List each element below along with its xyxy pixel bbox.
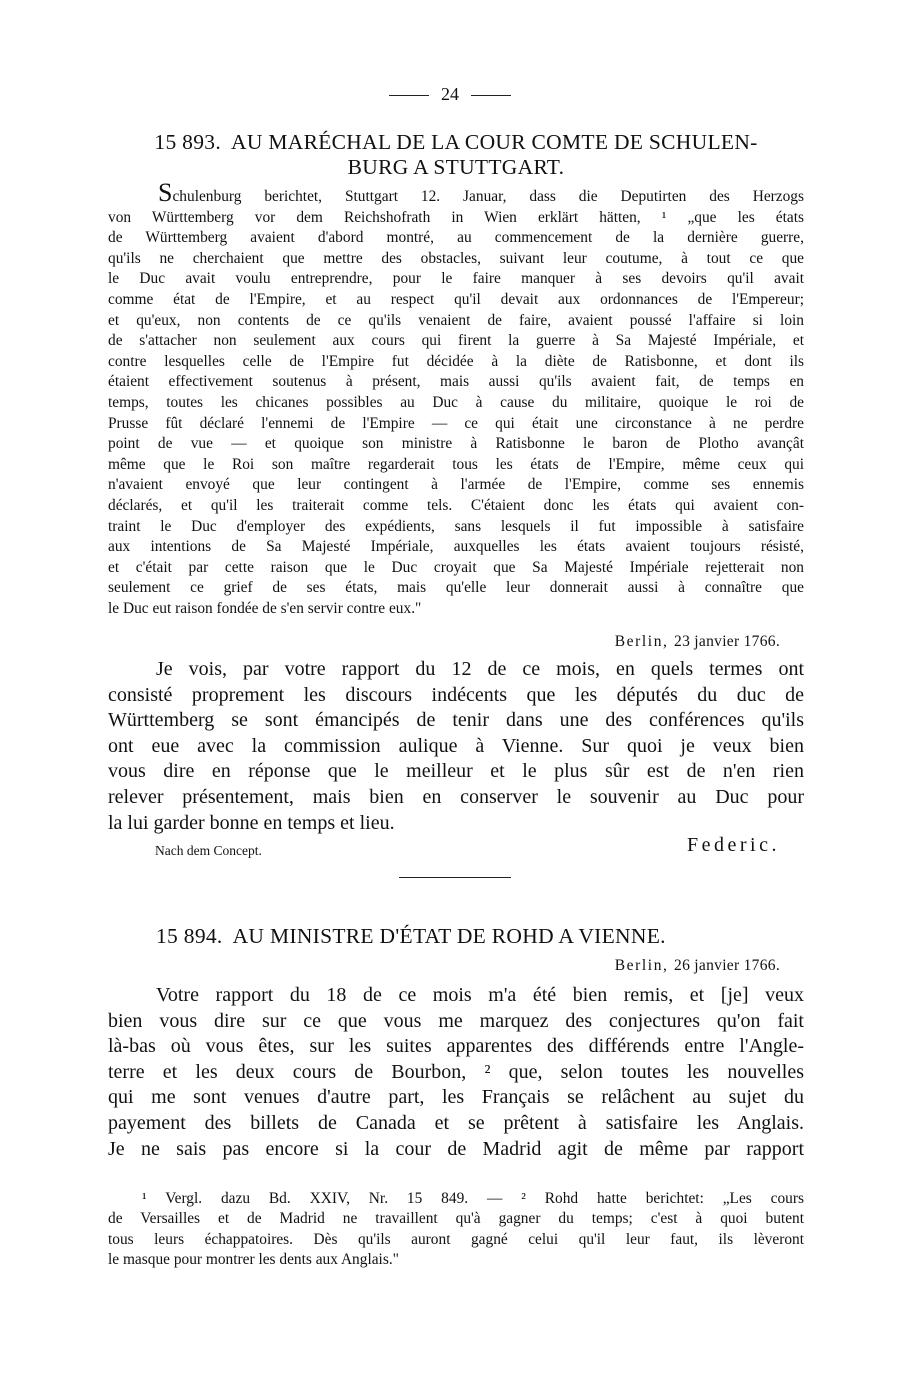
doc2-number: 15 894. (156, 924, 223, 948)
doc1-signature: Federic. (687, 834, 780, 856)
doc1-title-line1: AU MARÉCHAL DE LA COUR COMTE DE SCHULEN- (231, 130, 758, 154)
doc1-summary (108, 178, 804, 619)
section-divider (399, 877, 511, 878)
summary-line: déclarés, et qu'il les traiterait comme tels. C'étaient donc les états qui avaient con- (108, 496, 804, 514)
summary-line: Prusse fût déclaré l'ennemi de l'Empire — ce qui était une circonstance à ne perdre (108, 414, 804, 432)
summary-line: même que le Roi son maître regarderait tous les états de l'Empire, même ceux qui (108, 455, 804, 473)
footnotes (108, 1189, 804, 1271)
summary-line: point de vue — et quoique son ministre à Ratisbonne le baron de Plotho avançât (108, 435, 804, 453)
letter-line: bien vous dire sur ce que vous me marquez des conjectures qu'on fait (108, 1009, 804, 1032)
letter-line: là-bas où vous êtes, sur les suites apparentes des différends entre l'Angle- (108, 1035, 804, 1058)
letter-line: terre et les deux cours de Bourbon, ² que, selon toutes les nouvelles (108, 1060, 804, 1083)
dateline-place: Berlin, (614, 957, 669, 974)
summary-line: comme état de l'Empire, et au respect qu'il devait aux ordonnances de l'Empereur; (108, 290, 804, 308)
header-dash-left (389, 95, 429, 96)
footnote-line: de Versailles et de Madrid ne travaillent qu'à gagner du temps; c'est à quoi butent (108, 1210, 804, 1228)
letter-line: Württemberg se sont émancipés de tenir dans une des conférences qu'ils (108, 709, 804, 732)
footnote-line: le masque pour montrer les dents aux Anglais." (108, 1251, 399, 1269)
footnote-line: ¹ Vergl. dazu Bd. XXIV, Nr. 15 849. — ² Rohd hatte berichtet: „Les cours (142, 1190, 804, 1207)
letter-line: ont eue avec la commission aulique à Vienne. Sur quoi je veux bien (108, 734, 804, 757)
letter-line: Je vois, par votre rapport du 12 de ce mois, en quels termes ont (156, 658, 804, 680)
header-dash-right (471, 95, 511, 96)
summary-line: aux intentions de Sa Majesté Impériale, auxquelles les états avaient toujours résisté, (108, 538, 804, 556)
page-number: 24 (441, 84, 459, 104)
doc1-letter (108, 657, 804, 836)
summary-line: de s'attacher non seulement aux cours qui firent la guerre à Sa Majesté Impériale, et (108, 332, 804, 350)
doc1-source-note: Nach dem Concept. (155, 843, 262, 858)
letter-line: Votre rapport du 18 de ce mois m'a été bien remis, et [je] veux (156, 984, 804, 1006)
summary-line: le Duc eut raison fondée de s'en servir contre eux." (108, 599, 422, 617)
summary-line: qu'ils ne cherchaient que mettre des obstacles, suivant leur coutume, à tout ce que (108, 249, 804, 267)
letter-line: qui me sont venues d'autre part, les Français se relâchent au sujet du (108, 1086, 804, 1109)
summary-initial: S (158, 178, 173, 207)
summary-line: traint le Duc d'employer des expédients, sans lesquels il fut impossible à satisfaire (108, 517, 804, 535)
summary-line: Schulenburg berichtet, Stuttgart 12. Januar, dass die Deputirten des Herzogs (158, 178, 804, 207)
footnote-line: tous leurs échappatoires. Dès qu'ils auront gagné celui qu'il leur faut, ils lèveront (108, 1230, 804, 1248)
summary-line: n'avaient envoyé que leur contingent à l'armée de l'Empire, comme ses ennemis (108, 476, 804, 494)
summary-line: contre lesquelles celle de l'Empire fut décidée à la diète de Ratisbonne, et dont ils (108, 352, 804, 370)
summary-line: von Württemberg vor dem Reichshofrath in Wien erklärt hätten, ¹ „que les états (108, 208, 804, 226)
dateline-place: Berlin, (614, 633, 669, 650)
page-header (0, 84, 900, 105)
doc2-dateline (615, 957, 780, 975)
summary-line: de Württemberg avaient d'abord montré, au commencement de la dernière guerre, (108, 229, 804, 247)
summary-line: étaient effectivement soutenus à présent, mais aussi qu'ils avaient fait, de temps en (108, 373, 804, 391)
doc1-number: 15 893. (154, 130, 221, 154)
summary-line: et c'était par cette raison que le Duc croyait que Sa Majesté Impériale rejetterait non (108, 558, 804, 576)
dateline-date: 26 janvier 1766. (674, 957, 780, 974)
summary-line: le Duc avait voulu entreprendre, pour le faire manquer à ses devoirs qu'il avait (108, 270, 804, 288)
doc2-letter (108, 983, 804, 1162)
letter-line: Je ne sais pas encore si la cour de Madrid agit de même par rapport (108, 1137, 804, 1160)
doc2-title (108, 924, 666, 949)
letter-line: vous dire en réponse que le meilleur et le plus sûr est de n'en rien (108, 760, 804, 783)
summary-line: et qu'eux, non contents de ce qu'ils venaient de faire, avaient poussé l'affaire si loin (108, 311, 804, 329)
letter-line: payement des billets de Canada et se prêtent à satisfaire les Anglais. (108, 1111, 804, 1134)
letter-line: la lui garder bonne en temps et lieu. (108, 811, 395, 834)
dateline-date: 23 janvier 1766. (674, 633, 780, 650)
summary-line: seulement ce grief de ses états, mais qu'elle leur donnerait aussi à connaître que (108, 579, 804, 597)
doc2-title-text: AU MINISTRE D'ÉTAT DE ROHD A VIENNE. (232, 924, 666, 948)
doc1-title (108, 130, 804, 180)
doc1-title-line2: BURG A STUTTGART. (347, 155, 565, 179)
letter-line: consisté proprement les discours indécents que les députés du duc de (108, 683, 804, 706)
letter-line: relever présentement, mais bien en conserver le souvenir au Duc pour (108, 785, 804, 808)
summary-line: temps, toutes les chicanes possibles au Duc à cause du militaire, quoique le roi de (108, 393, 804, 411)
doc1-dateline (615, 633, 780, 651)
